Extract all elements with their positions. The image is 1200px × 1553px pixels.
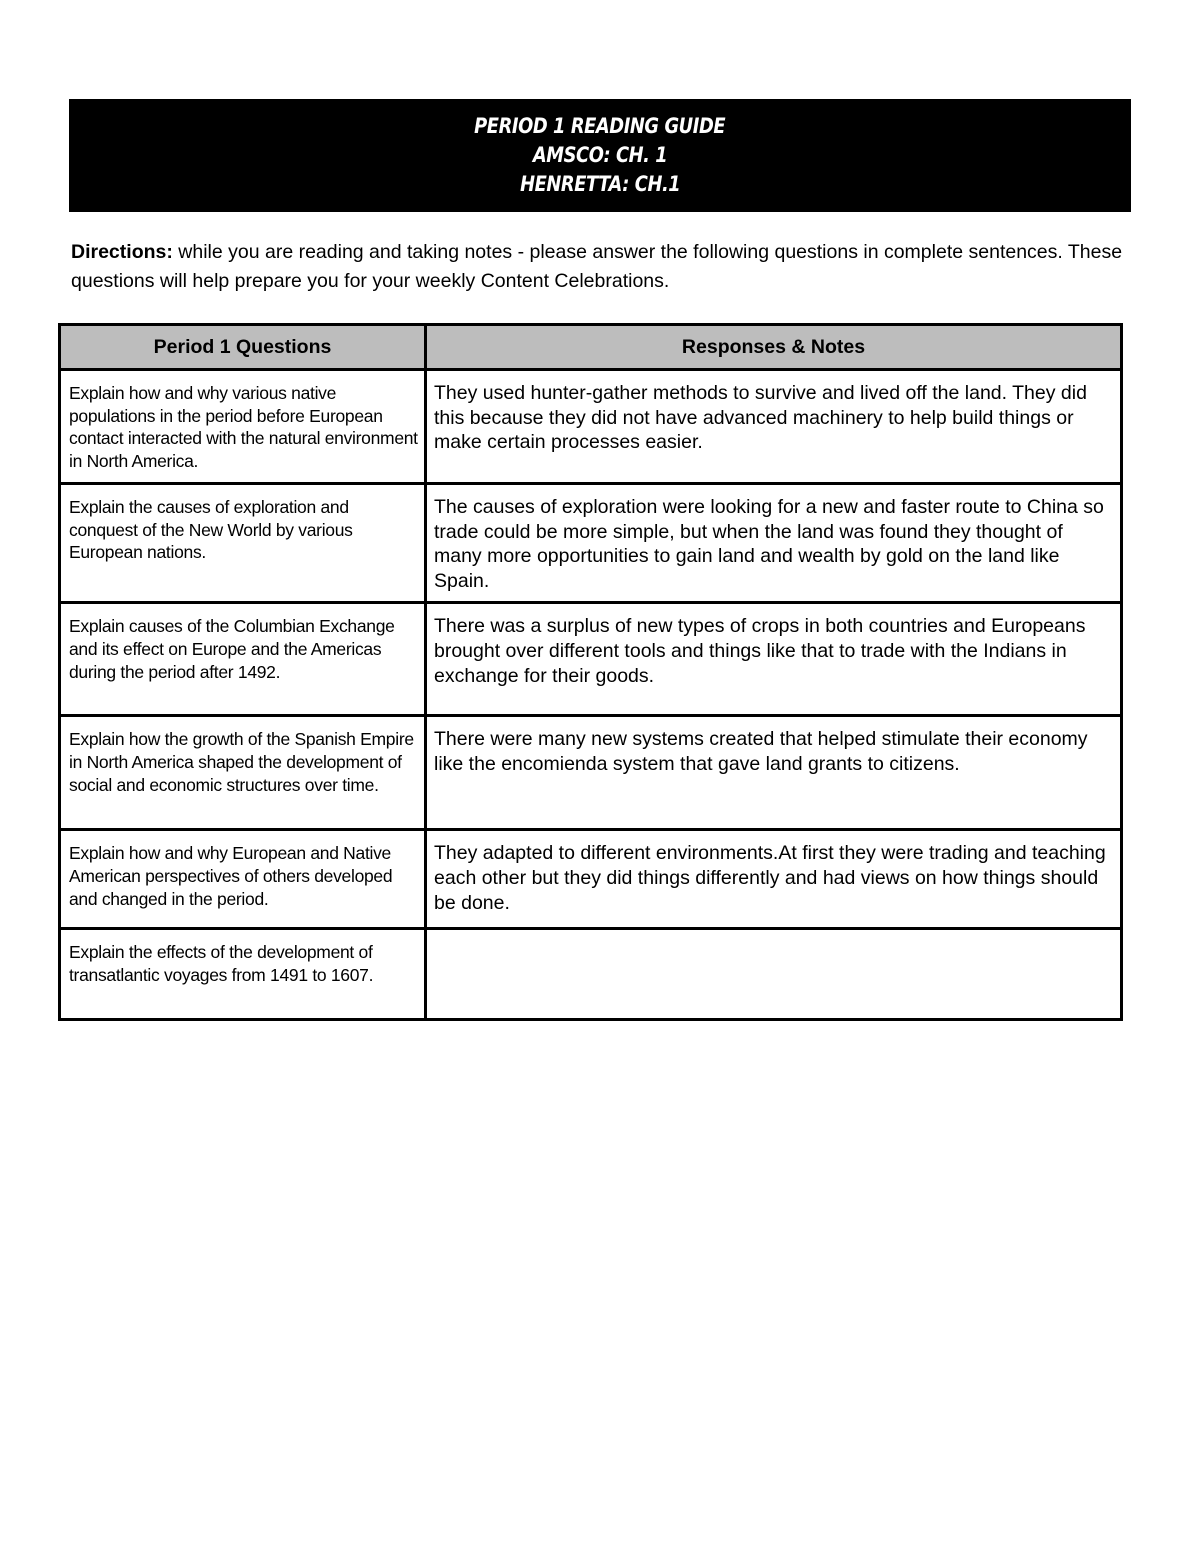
response-cell[interactable]: They used hunter-gather methods to survive and lived off the land. They did this because they did not have advanced machinery to help build things or make certain processes easier.	[426, 370, 1122, 484]
title-banner	[69, 99, 1131, 212]
directions-text: while you are reading and taking notes - please answer the following questions in complete sentences. These questions will help prepare you for your weekly Content Celebrations.	[71, 241, 1123, 292]
table-row	[60, 370, 1122, 484]
reading-guide-table	[58, 323, 1123, 1021]
directions-label: Directions:	[71, 241, 173, 263]
table-row	[60, 484, 1122, 603]
directions-paragraph	[71, 238, 1131, 296]
header-questions: Period 1 Questions	[60, 325, 426, 370]
table-row	[60, 929, 1122, 1020]
question-cell: Explain how and why European and Native American perspectives of others developed and changed in the period.	[60, 830, 426, 929]
response-cell[interactable]: There was a surplus of new types of crops in both countries and Europeans brought over different tools and things like that to trade with the Indians in exchange for their goods.	[426, 603, 1122, 716]
table-header-row	[60, 325, 1122, 370]
header-responses: Responses & Notes	[426, 325, 1122, 370]
title-line-2: AMSCO: CH. 1	[532, 143, 668, 167]
question-cell: Explain causes of the Columbian Exchange and its effect on Europe and the Americas during the period after 1492.	[60, 603, 426, 716]
question-cell: Explain how the growth of the Spanish Empire in North America shaped the development of social and economic structures over time.	[60, 716, 426, 830]
response-cell-empty[interactable]	[426, 929, 1122, 1020]
response-cell[interactable]: They adapted to different environments.At first they were trading and teaching each other but they did things differently and had views on how things should be done.	[426, 830, 1122, 929]
table-row	[60, 716, 1122, 830]
table-row	[60, 603, 1122, 716]
response-cell[interactable]: There were many new systems created that helped stimulate their economy like the encomienda system that gave land grants to citizens.	[426, 716, 1122, 830]
question-cell: Explain the causes of exploration and conquest of the New World by various European nations.	[60, 484, 426, 603]
title-line-1: PERIOD 1 READING GUIDE	[474, 114, 726, 138]
response-cell[interactable]: The causes of exploration were looking for a new and faster route to China so trade could be more simple, but when the land was found they thought of many more opportunities to gain land and wealth by gold on the land like Spain.	[426, 484, 1122, 603]
table-row	[60, 830, 1122, 929]
question-cell: Explain how and why various native populations in the period before European contact interacted with the natural environment in North America.	[60, 370, 426, 484]
title-line-3: HENRETTA: CH.1	[519, 172, 681, 196]
question-cell: Explain the effects of the development of transatlantic voyages from 1491 to 1607.	[60, 929, 426, 1020]
